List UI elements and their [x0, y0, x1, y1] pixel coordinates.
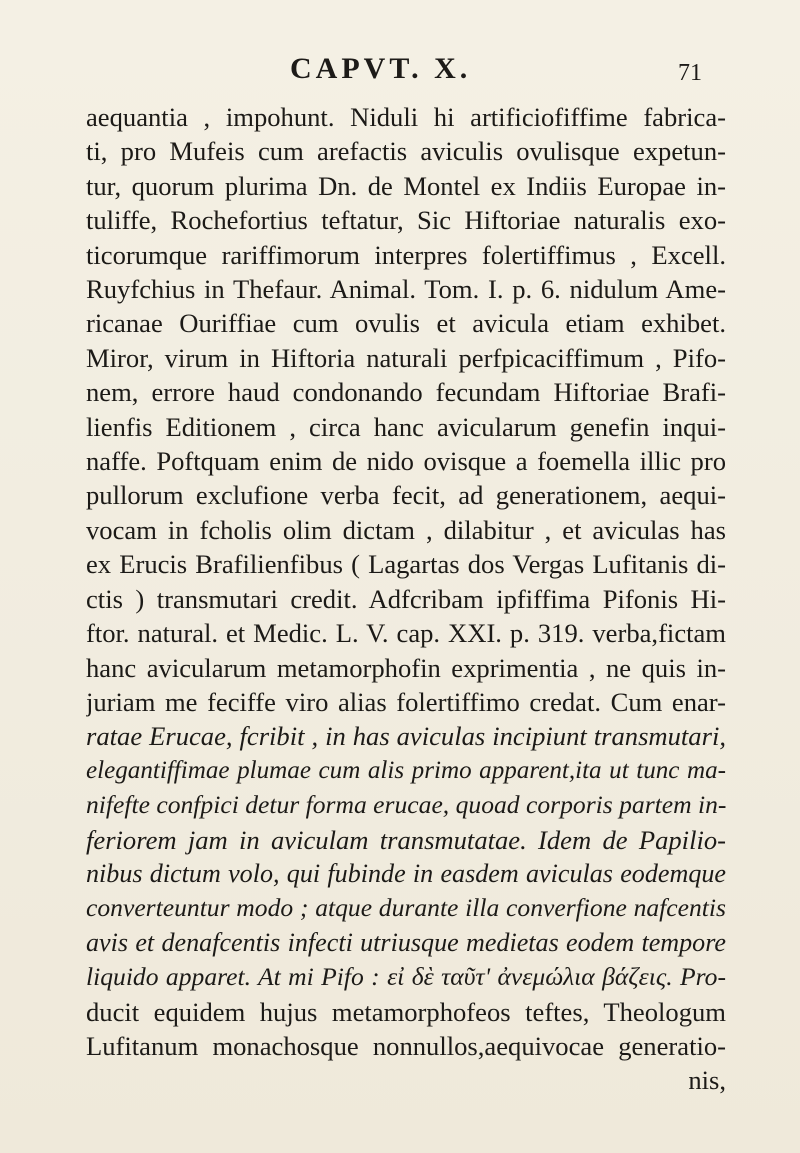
text-line: Lufitanum monachosque nonnullos,aequivocae generatio- — [86, 1030, 726, 1061]
text-line: aequantia , impohunt. Niduli hi artificiofiffime fabrica- — [86, 102, 726, 132]
page-header — [0, 52, 800, 92]
text-line: juriam me feciffe viro alias folertiffimo credat. Cum enar- — [86, 686, 726, 717]
text-line: ricanae Ouriffiae cum ovulis et avicula etiam exhibet. — [86, 308, 726, 339]
page-number: 71 — [678, 60, 702, 86]
text-line-italic: avis et denafcentis infecti utriusque medietas eodem tempore — [86, 927, 726, 957]
text-line: Ruyfchius in Thefaur. Animal. Tom. I. p. 6. nidulum Ame- — [86, 274, 726, 305]
text-line-italic: feriorem jam in aviculam transmutatae. Idem de Papilio- — [86, 824, 726, 855]
text-line: pullorum exclufione verba fecit, ad generationem, aequi- — [86, 480, 726, 511]
text-line: ex Erucis Brafilienfibus ( Lagartas dos Vergas Lufitanis di- — [86, 549, 726, 580]
text-line-italic: nibus dictum volo, qui fubinde in easdem aviculas eodemque — [86, 858, 726, 888]
text-line-italic: converteuntur modo ; atque durante illa converfione nafcentis — [86, 893, 726, 923]
text-line: ftor. natural. et Medic. L. V. cap. XXI. p. 319. verba,fictam — [86, 618, 726, 649]
text-line: hanc avicularum metamorphofin exprimentia , ne quis in- — [86, 652, 726, 683]
text-line: tuliffe, Rochefortius teftatur, Sic Hiftoriae naturalis exo- — [86, 205, 726, 236]
text-line-italic: elegantiffimae plumae cum alis primo apparent,ita ut tunc ma- — [86, 756, 726, 784]
text-line: vocam in fcholis olim dictam , dilabitur , et aviculas has — [86, 514, 726, 545]
text-line: naffe. Poftquam enim de nido ovisque a foemella illic pro — [86, 446, 726, 477]
text-line: lienfis Editionem , circa hanc avicularum genefin inqui- — [86, 411, 726, 442]
text-line: ticorumque rariffimorum interpres folertiffimus , Excell. — [86, 239, 726, 270]
text-line: tur, quorum plurima Dn. de Montel ex Indiis Europae in- — [86, 170, 726, 201]
text-line: ti, pro Mufeis cum arefactis aviculis ovulisque expetun- — [86, 136, 726, 167]
text-line-last: nis, — [688, 1065, 726, 1096]
text-line-italic: ratae Erucae, fcribit , in has aviculas incipiunt transmutari, — [86, 721, 726, 752]
text-line: ctis ) transmutari credit. Adfcribam ipfiffima Pifonis Hi- — [86, 583, 726, 614]
text-line-italic: nifefte confpici detur forma erucae, quoad corporis partem in- — [86, 790, 726, 820]
text-line: nem, errore haud condonando fecundam Hiftoriae Brafi- — [86, 377, 726, 408]
body-text — [86, 100, 726, 1098]
text-line: ducit equidem hujus metamorphofeos teftes, Theologum — [86, 996, 726, 1027]
text-line-italic: liquido apparet. At mi Pifo : εἰ δὲ ταῦτ' ἀνεμώλια βάζεις. Pro- — [86, 962, 726, 992]
running-head: CAPVT. X. — [290, 52, 472, 85]
text-line: Miror, virum in Hiftoria naturali perfpicaciffimum , Pifo- — [86, 342, 726, 373]
